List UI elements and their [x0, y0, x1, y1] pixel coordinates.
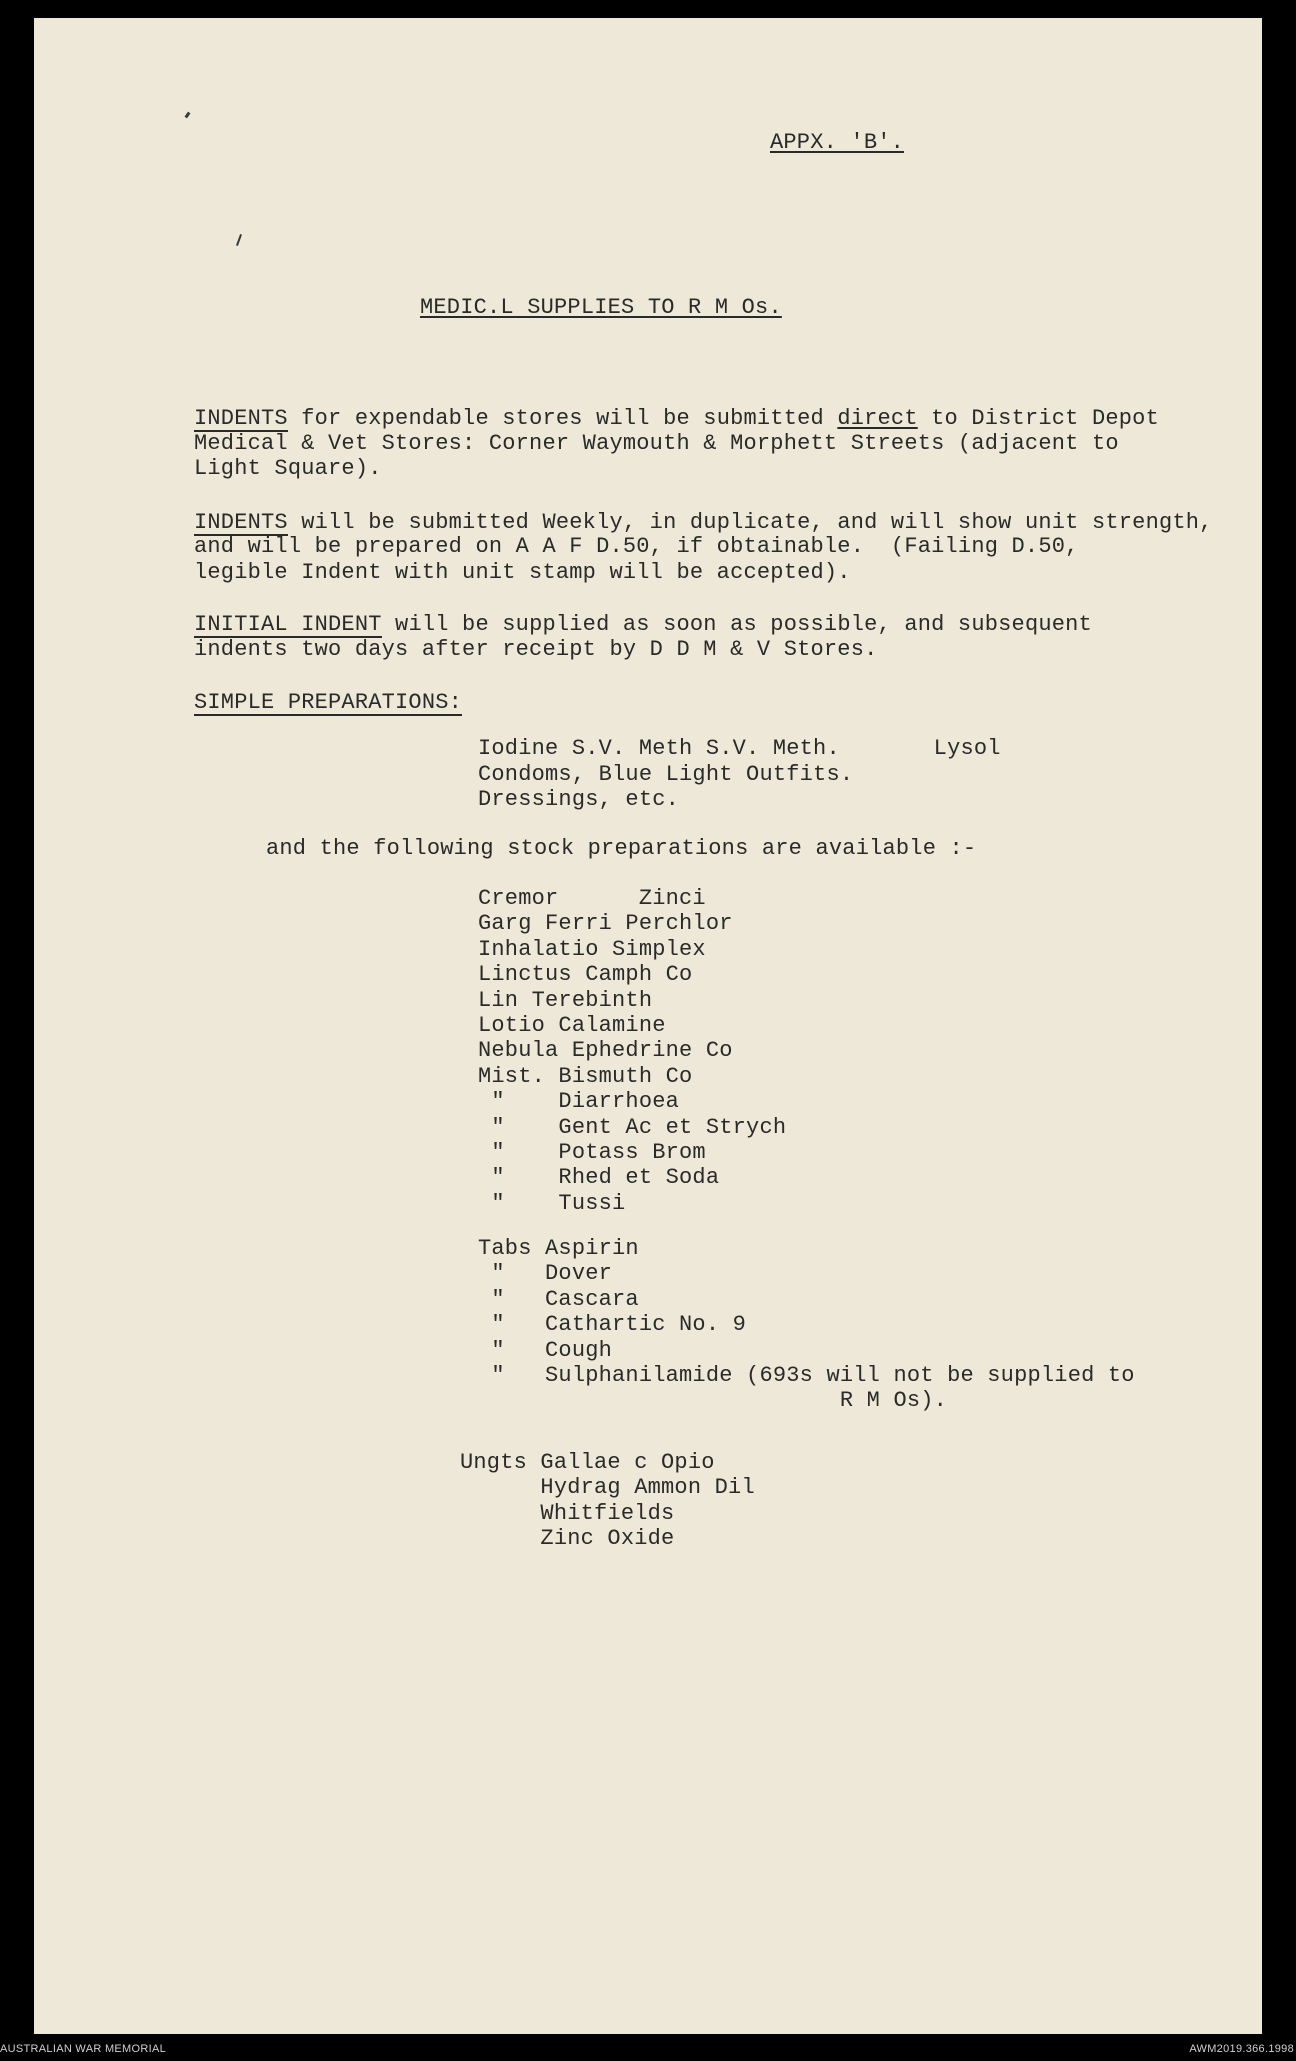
list-item: " Cough	[478, 1337, 613, 1363]
para2-text-a: will be submitted Weekly, in duplicate, and will show unit strength,	[287, 510, 1213, 535]
para1-line2: Medical & Vet Stores: Corner Waymouth & Morphett Streets (adjacent to	[194, 431, 1119, 456]
list-item: R M Os).	[478, 1388, 948, 1414]
list-item: Lotio Calamine	[478, 1013, 666, 1038]
list-item: Mist. Bismuth Co	[478, 1063, 693, 1089]
list-item: " Cathartic No. 9	[478, 1312, 747, 1338]
document-page	[34, 18, 1262, 2034]
list-item: " Cascara	[478, 1286, 639, 1312]
simple-heading	[194, 690, 462, 716]
para3-line1	[194, 612, 1092, 638]
stock-intro: and the following stock preparations are available :-	[266, 836, 977, 861]
para1-text-b: to District Depot	[917, 406, 1159, 431]
appendix-label: APPX. 'B'.	[770, 130, 905, 155]
para1-text-a: for expendable stores will be submitted	[287, 406, 838, 431]
para2-line2: and will be prepared on A A F D.50, if obtainable. (Failing D.50,	[194, 534, 1079, 559]
para3-text-a: will be supplied as soon as possible, and subsequent	[381, 612, 1092, 637]
list-item: " Sulphanilamide (693s will not be supplied to	[478, 1363, 1135, 1388]
list-item: Dressings, etc.	[478, 787, 680, 812]
list-item: Hydrag Ammon Dil	[460, 1475, 755, 1501]
para1-line1	[194, 406, 1159, 432]
document-title: MEDIC.L SUPPLIES TO R M Os.	[420, 295, 782, 320]
footer-left: AUSTRALIAN WAR MEMORIAL	[0, 2043, 167, 2055]
list-item: Garg Ferri Perchlor	[478, 911, 733, 937]
ink-speck	[185, 112, 191, 119]
list-item: Cremor Zinci	[478, 886, 706, 911]
para3-line2: indents two days after receipt by D D M & V Stores.	[194, 637, 878, 662]
list-item: " Tussi	[478, 1190, 626, 1216]
ink-speck	[236, 234, 242, 246]
list-item: Nebula Ephedrine Co	[478, 1038, 733, 1064]
list-item: Iodine S.V. Meth S.V. Meth. Lysol	[478, 736, 1001, 761]
list-item: Lin Terebinth	[478, 987, 653, 1013]
list-item: " Rhed et Soda	[478, 1165, 720, 1191]
list-item: " Gent Ac et Strych	[478, 1114, 787, 1140]
footer-right: AWM2019.366.1998	[1189, 2043, 1294, 2055]
para1-line3: Light Square).	[194, 456, 382, 481]
list-item: " Dover	[478, 1261, 613, 1287]
para3-lead: INITIAL INDENT	[194, 612, 382, 637]
para1-emph: direct	[837, 406, 918, 431]
para2-line1	[194, 510, 1213, 536]
para1-lead: INDENTS	[194, 406, 288, 431]
list-item: " Diarrhoea	[478, 1089, 680, 1115]
list-item: Whitfields	[460, 1500, 675, 1526]
list-item: Ungts Gallae c Opio	[460, 1450, 715, 1475]
para2-lead: INDENTS	[194, 510, 288, 535]
simple-heading-text: SIMPLE PREPARATIONS:	[194, 690, 463, 715]
para2-line3: legible Indent with unit stamp will be accepted).	[194, 560, 851, 585]
list-item: Condoms, Blue Light Outfits.	[478, 761, 854, 787]
list-item: " Potass Brom	[478, 1140, 706, 1165]
list-item: Inhalatio Simplex	[478, 936, 706, 962]
list-item: Zinc Oxide	[460, 1526, 675, 1552]
list-item: Linctus Camph Co	[478, 962, 693, 988]
list-item: Tabs Aspirin	[478, 1236, 639, 1261]
